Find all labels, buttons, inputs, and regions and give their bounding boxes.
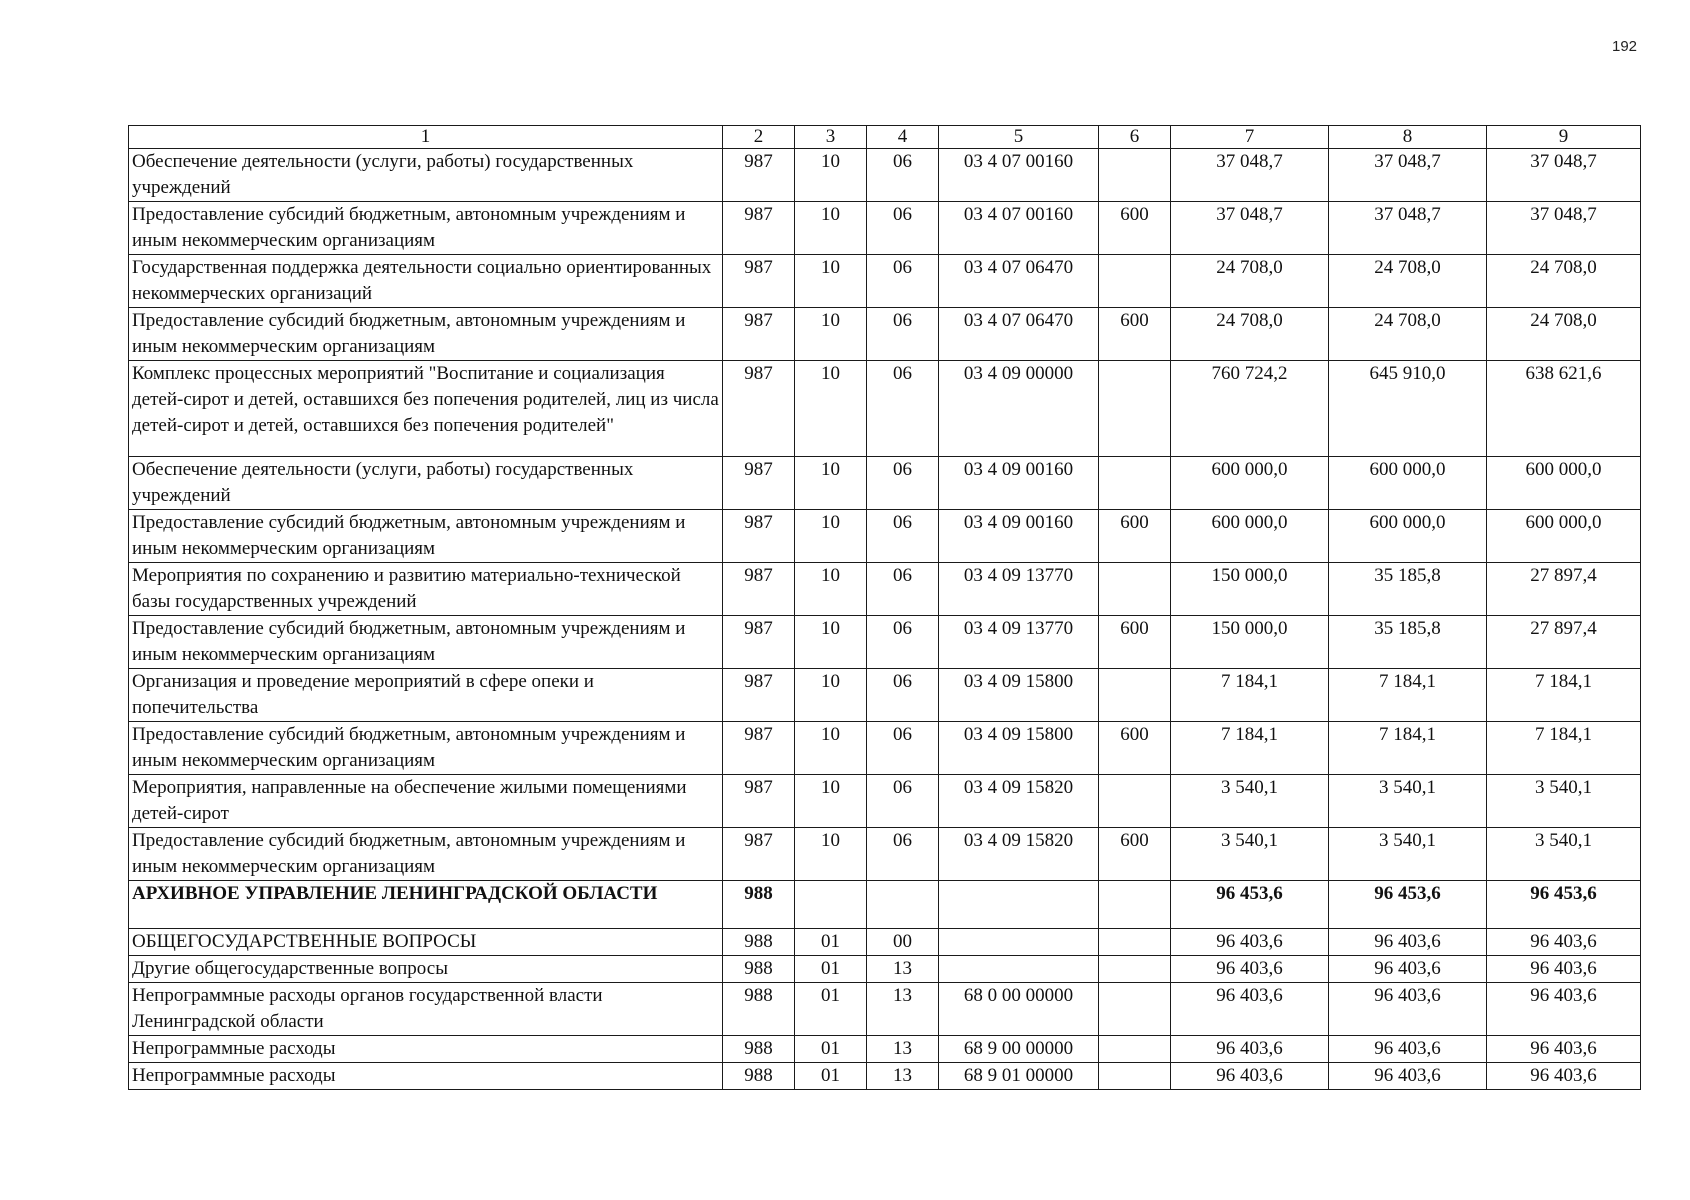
subsection-code-cell: 06 [867,149,939,202]
target-article-cell: 03 4 07 06470 [939,308,1099,361]
expense-type-cell [1099,881,1171,929]
target-article-cell [939,929,1099,956]
section-code-cell: 01 [795,983,867,1036]
column-header: 5 [939,126,1099,149]
amount-year3-cell: 24 708,0 [1487,308,1641,361]
section-code-cell: 10 [795,616,867,669]
section-code-cell: 10 [795,722,867,775]
expense-type-cell [1099,149,1171,202]
column-header: 6 [1099,126,1171,149]
row-name-cell: Мероприятия, направленные на обеспечение жилыми помещениями детей-сирот [129,775,723,828]
subsection-code-cell: 00 [867,929,939,956]
row-name-cell: Непрограммные расходы [129,1036,723,1063]
amount-year1-cell: 24 708,0 [1171,308,1329,361]
amount-year3-cell: 96 403,6 [1487,929,1641,956]
row-name-cell: Мероприятия по сохранению и развитию материально-технической базы государственных учреждений [129,563,723,616]
table-row [129,1036,1641,1063]
amount-year1-cell: 37 048,7 [1171,149,1329,202]
admin-code-cell: 987 [723,361,795,457]
amount-year3-cell: 96 403,6 [1487,956,1641,983]
table-row [129,881,1641,929]
admin-code-cell: 987 [723,255,795,308]
amount-year3-cell: 7 184,1 [1487,669,1641,722]
target-article-cell: 03 4 07 06470 [939,255,1099,308]
amount-year3-cell: 24 708,0 [1487,255,1641,308]
section-code-cell: 10 [795,202,867,255]
admin-code-cell: 988 [723,1036,795,1063]
table-row [129,308,1641,361]
subsection-code-cell: 06 [867,722,939,775]
table-row [129,202,1641,255]
amount-year3-cell: 96 403,6 [1487,1036,1641,1063]
amount-year3-cell: 37 048,7 [1487,149,1641,202]
row-name-cell: Предоставление субсидий бюджетным, автономным учреждениям и иным некоммерческим организациям [129,722,723,775]
subsection-code-cell: 06 [867,828,939,881]
amount-year2-cell: 37 048,7 [1329,149,1487,202]
column-header: 7 [1171,126,1329,149]
target-article-cell: 03 4 09 13770 [939,616,1099,669]
target-article-cell: 03 4 09 00000 [939,361,1099,457]
target-article-cell: 03 4 09 15820 [939,775,1099,828]
amount-year3-cell: 7 184,1 [1487,722,1641,775]
section-code-cell: 01 [795,956,867,983]
expense-type-cell [1099,457,1171,510]
column-header: 8 [1329,126,1487,149]
column-header: 1 [129,126,723,149]
table-body [129,149,1641,1090]
column-header: 4 [867,126,939,149]
amount-year2-cell: 96 403,6 [1329,1063,1487,1090]
target-article-cell: 68 9 01 00000 [939,1063,1099,1090]
admin-code-cell: 988 [723,881,795,929]
expense-type-cell: 600 [1099,510,1171,563]
amount-year2-cell: 600 000,0 [1329,457,1487,510]
section-code-cell: 10 [795,457,867,510]
row-name-cell: Организация и проведение мероприятий в сфере опеки и попечительства [129,669,723,722]
amount-year1-cell: 96 403,6 [1171,1063,1329,1090]
expense-type-cell: 600 [1099,616,1171,669]
admin-code-cell: 987 [723,457,795,510]
section-code-cell: 10 [795,361,867,457]
target-article-cell [939,881,1099,929]
section-code-cell [795,881,867,929]
subsection-code-cell: 06 [867,616,939,669]
page-number: 192 [1612,38,1638,55]
amount-year1-cell: 150 000,0 [1171,563,1329,616]
subsection-code-cell: 06 [867,202,939,255]
expense-type-cell: 600 [1099,722,1171,775]
target-article-cell: 03 4 07 00160 [939,202,1099,255]
row-name-cell: Предоставление субсидий бюджетным, автономным учреждениям и иным некоммерческим организациям [129,308,723,361]
subsection-code-cell: 06 [867,563,939,616]
table-row [129,563,1641,616]
expense-type-cell [1099,1063,1171,1090]
amount-year2-cell: 7 184,1 [1329,669,1487,722]
amount-year3-cell: 96 403,6 [1487,983,1641,1036]
section-code-cell: 10 [795,828,867,881]
target-article-cell: 03 4 07 00160 [939,149,1099,202]
amount-year1-cell: 96 403,6 [1171,1036,1329,1063]
amount-year3-cell: 600 000,0 [1487,510,1641,563]
target-article-cell [939,956,1099,983]
row-name-cell: Предоставление субсидий бюджетным, автономным учреждениям и иным некоммерческим организациям [129,202,723,255]
table-row [129,929,1641,956]
amount-year2-cell: 35 185,8 [1329,616,1487,669]
admin-code-cell: 987 [723,775,795,828]
expense-type-cell [1099,1036,1171,1063]
amount-year2-cell: 7 184,1 [1329,722,1487,775]
table-row [129,255,1641,308]
row-name-cell: Комплекс процессных мероприятий "Воспитание и социализация детей-сирот и детей, оставшихся без попечения родителей, лиц из числа детей-сирот и детей, оставшихся без попечения родителей" [129,361,723,457]
table-row [129,510,1641,563]
column-number-row [129,126,1641,149]
amount-year3-cell: 27 897,4 [1487,616,1641,669]
column-header: 2 [723,126,795,149]
table-row [129,828,1641,881]
admin-code-cell: 987 [723,828,795,881]
section-code-cell: 10 [795,149,867,202]
amount-year2-cell: 37 048,7 [1329,202,1487,255]
target-article-cell: 03 4 09 15800 [939,669,1099,722]
amount-year3-cell: 600 000,0 [1487,457,1641,510]
section-code-cell: 01 [795,1036,867,1063]
amount-year1-cell: 24 708,0 [1171,255,1329,308]
subsection-code-cell: 06 [867,361,939,457]
row-name-cell: Государственная поддержка деятельности социально ориентированных некоммерческих организаций [129,255,723,308]
expense-type-cell [1099,775,1171,828]
section-code-cell: 10 [795,308,867,361]
amount-year1-cell: 96 403,6 [1171,929,1329,956]
table-row [129,669,1641,722]
amount-year3-cell: 3 540,1 [1487,828,1641,881]
expense-type-cell: 600 [1099,202,1171,255]
table-row [129,1063,1641,1090]
amount-year3-cell: 27 897,4 [1487,563,1641,616]
amount-year1-cell: 150 000,0 [1171,616,1329,669]
amount-year2-cell: 3 540,1 [1329,828,1487,881]
expense-type-cell [1099,361,1171,457]
expense-type-cell [1099,956,1171,983]
amount-year2-cell: 96 403,6 [1329,1036,1487,1063]
amount-year2-cell: 600 000,0 [1329,510,1487,563]
row-name-cell: ОБЩЕГОСУДАРСТВЕННЫЕ ВОПРОСЫ [129,929,723,956]
row-name-cell: Предоставление субсидий бюджетным, автономным учреждениям и иным некоммерческим организациям [129,616,723,669]
row-name-cell: Предоставление субсидий бюджетным, автономным учреждениям и иным некоммерческим организациям [129,828,723,881]
amount-year1-cell: 3 540,1 [1171,828,1329,881]
target-article-cell: 68 9 00 00000 [939,1036,1099,1063]
row-name-cell: Непрограммные расходы органов государственной власти Ленинградской области [129,983,723,1036]
amount-year2-cell: 35 185,8 [1329,563,1487,616]
table-row [129,149,1641,202]
target-article-cell: 03 4 09 15800 [939,722,1099,775]
column-header: 9 [1487,126,1641,149]
subsection-code-cell: 13 [867,983,939,1036]
budget-table [128,125,1641,1090]
subsection-code-cell: 06 [867,255,939,308]
amount-year1-cell: 600 000,0 [1171,457,1329,510]
amount-year2-cell: 96 403,6 [1329,956,1487,983]
admin-code-cell: 988 [723,983,795,1036]
subsection-code-cell: 06 [867,669,939,722]
expense-type-cell [1099,929,1171,956]
amount-year1-cell: 96 403,6 [1171,983,1329,1036]
amount-year2-cell: 24 708,0 [1329,255,1487,308]
amount-year2-cell: 96 403,6 [1329,983,1487,1036]
target-article-cell: 03 4 09 15820 [939,828,1099,881]
amount-year1-cell: 600 000,0 [1171,510,1329,563]
subsection-code-cell: 06 [867,775,939,828]
section-code-cell: 10 [795,669,867,722]
subsection-code-cell: 06 [867,308,939,361]
section-code-cell: 01 [795,1063,867,1090]
admin-code-cell: 987 [723,563,795,616]
amount-year1-cell: 37 048,7 [1171,202,1329,255]
row-name-cell: АРХИВНОЕ УПРАВЛЕНИЕ ЛЕНИНГРАДСКОЙ ОБЛАСТИ [129,881,723,929]
target-article-cell: 68 0 00 00000 [939,983,1099,1036]
table-row [129,956,1641,983]
row-name-cell: Обеспечение деятельности (услуги, работы) государственных учреждений [129,457,723,510]
section-code-cell: 10 [795,563,867,616]
admin-code-cell: 987 [723,510,795,563]
row-name-cell: Предоставление субсидий бюджетным, автономным учреждениям и иным некоммерческим организациям [129,510,723,563]
expense-type-cell [1099,255,1171,308]
amount-year3-cell: 96 453,6 [1487,881,1641,929]
admin-code-cell: 987 [723,669,795,722]
row-name-cell: Другие общегосударственные вопросы [129,956,723,983]
admin-code-cell: 987 [723,308,795,361]
amount-year1-cell: 96 403,6 [1171,956,1329,983]
subsection-code-cell: 13 [867,956,939,983]
table-row [129,457,1641,510]
admin-code-cell: 987 [723,616,795,669]
admin-code-cell: 988 [723,956,795,983]
table-row [129,983,1641,1036]
admin-code-cell: 987 [723,722,795,775]
admin-code-cell: 988 [723,929,795,956]
amount-year3-cell: 3 540,1 [1487,775,1641,828]
target-article-cell: 03 4 09 00160 [939,457,1099,510]
section-code-cell: 10 [795,510,867,563]
expense-type-cell: 600 [1099,308,1171,361]
admin-code-cell: 988 [723,1063,795,1090]
column-header: 3 [795,126,867,149]
table-row [129,616,1641,669]
subsection-code-cell: 06 [867,510,939,563]
amount-year2-cell: 96 453,6 [1329,881,1487,929]
subsection-code-cell: 13 [867,1063,939,1090]
amount-year2-cell: 645 910,0 [1329,361,1487,457]
row-name-cell: Обеспечение деятельности (услуги, работы) государственных учреждений [129,149,723,202]
subsection-code-cell [867,881,939,929]
table-row [129,775,1641,828]
expense-type-cell [1099,563,1171,616]
subsection-code-cell: 13 [867,1036,939,1063]
expense-type-cell: 600 [1099,828,1171,881]
amount-year2-cell: 3 540,1 [1329,775,1487,828]
section-code-cell: 10 [795,255,867,308]
amount-year1-cell: 96 453,6 [1171,881,1329,929]
amount-year1-cell: 3 540,1 [1171,775,1329,828]
expense-type-cell [1099,983,1171,1036]
amount-year3-cell: 37 048,7 [1487,202,1641,255]
subsection-code-cell: 06 [867,457,939,510]
table-row [129,722,1641,775]
amount-year1-cell: 760 724,2 [1171,361,1329,457]
target-article-cell: 03 4 09 00160 [939,510,1099,563]
expense-type-cell [1099,669,1171,722]
section-code-cell: 10 [795,775,867,828]
amount-year1-cell: 7 184,1 [1171,669,1329,722]
amount-year1-cell: 7 184,1 [1171,722,1329,775]
amount-year2-cell: 24 708,0 [1329,308,1487,361]
amount-year2-cell: 96 403,6 [1329,929,1487,956]
amount-year3-cell: 638 621,6 [1487,361,1641,457]
target-article-cell: 03 4 09 13770 [939,563,1099,616]
admin-code-cell: 987 [723,202,795,255]
row-name-cell: Непрограммные расходы [129,1063,723,1090]
amount-year3-cell: 96 403,6 [1487,1063,1641,1090]
table-row [129,361,1641,457]
section-code-cell: 01 [795,929,867,956]
admin-code-cell: 987 [723,149,795,202]
